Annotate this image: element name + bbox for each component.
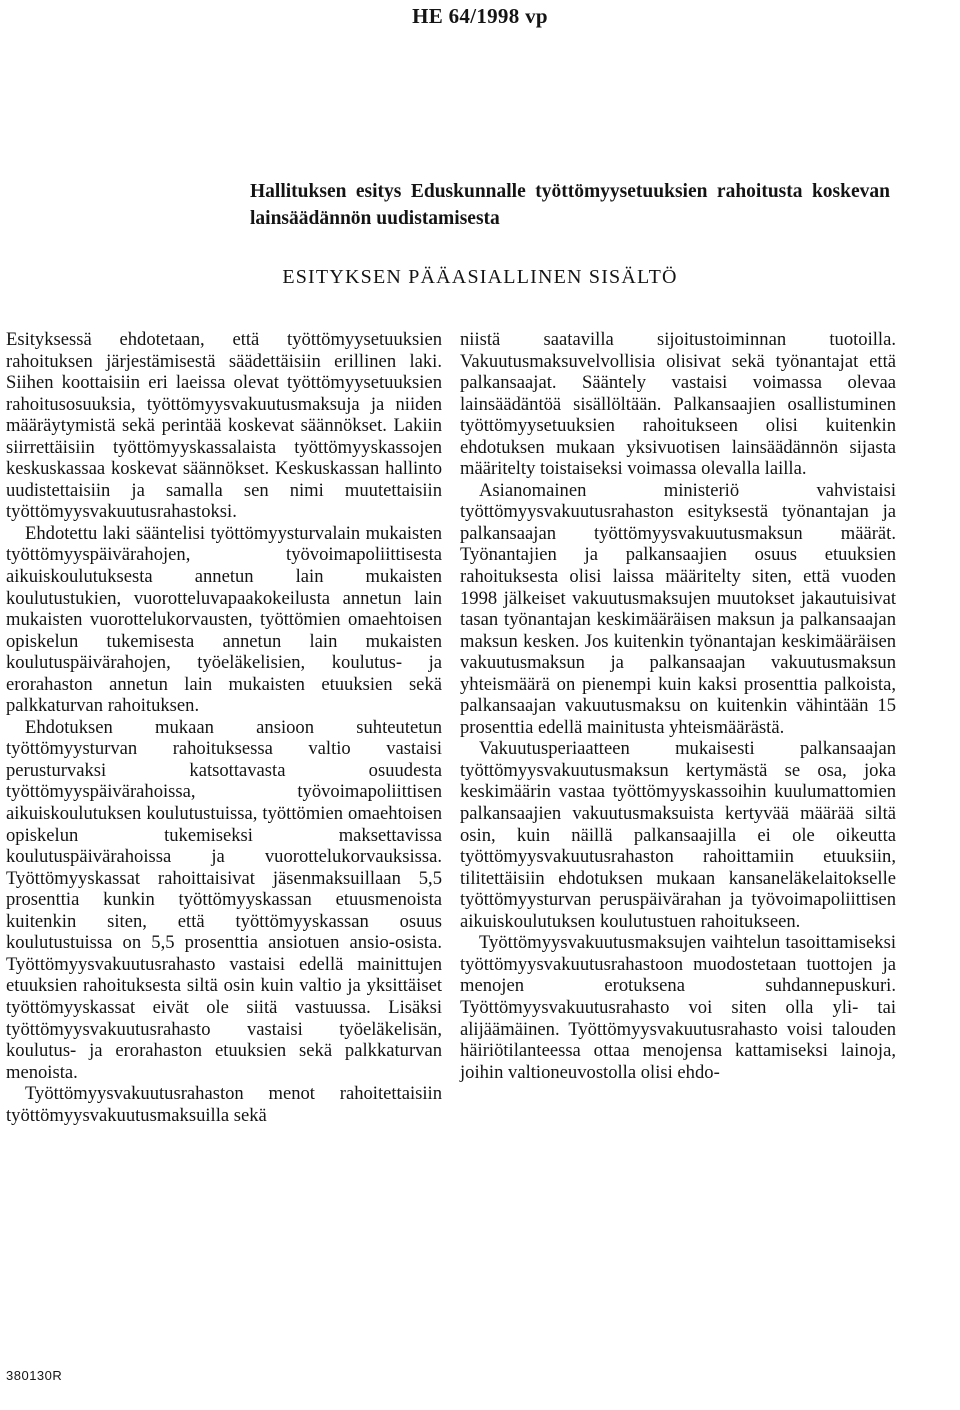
paragraph: Ehdotettu laki sääntelisi työttömyysturvalain mukaisten työttömyyspäivärahojen, työvoimapoliittisesta aikuiskoulutuksesta annetun lain mukaisten koulutustukien, vuorotteluvapaakokeilusta annetun lain mukaisten vuorottelukorvausten, työttömien omaehtoisen opiskelun tukemisesta annetun lain mukaisten koulutuspäivärahojen, työeläkelisien, koulutus- ja erorahaston annetun lain mukaisten etuuksien sekä palkkaturvan rahoituksen. [6, 522, 442, 717]
paragraph: niistä saatavilla sijoitustoiminnan tuotoilla. Vakuutusmaksuvelvollisia olisivat sekä työnantajat että palkansaajat. Sääntely vastaisi voimassa olevaa lainsäädäntöä sisällöltään. Palkansaajien osallistuminen työttömyysetuuksien rahoitukseen olisi kuitenkin ehdotuksen mukaan yksivuotisen lainsäädännön sijasta määritelty toistaiseksi voimassa olevalla lailla. [460, 329, 896, 480]
paragraph: Työttömyysvakuutusrahaston menot rahoitettaisiin työttömyysvakuutusmaksuilla sekä [6, 1083, 442, 1126]
paragraph: Työttömyysvakuutusmaksujen vaihtelun tasoittamiseksi työttömyysvakuutusrahastoon muodostetaan tuottojen ja menojen erotuksena suhdannepuskuri. Työttömyysvakuutusrahasto voi siten olla yli- tai alijäämäinen. Työttömyysvakuutusrahasto voisi talouden häiriötilanteessa ottaa menojensa kattamiseksi lainoja, joihin valtioneuvostolla olisi ehdo- [460, 932, 896, 1083]
paragraph: Vakuutusperiaatteen mukaisesti palkansaajan työttömyysvakuutusmaksun kertymästä se osa, joka keskimäärin vastaa työttömyyskassoihin kuulumattomien palkansaajien vakuutusmaksuista kertyvää määrää siltä osin, kuin näillä palkansaajilla ei ole oikeutta työttömyysvakuutusrahaston rahoittamiin etuuksiin, tilitettäisiin ehdotuksen mukaan kansaneläkelaitokselle työttömyysturvan peruspäivärahan ja työvoimapoliittisen aikuiskoulutuksen koulutustuen rahoitukseen. [460, 738, 896, 932]
page-header: HE 64/1998 vp [412, 4, 548, 28]
paragraph: Asianomainen ministeriö vahvistaisi työttömyysvakuutusrahaston esityksestä työnantajan ja palkansaajan työttömyysvakuutusmaksun määrät. Työnantajien ja palkansaajien osuus etuuksien rahoituksesta olisi laissa määritelty siten, että vuoden 1998 jälkeiset vakuutusmaksujen muutokset jakautuisivat tasan työnantajan keskimääräisen maksun ja palkansaajan maksun kesken. Jos kuitenkin työnantajan keskimääräisen vakuutusmaksun ja palkansaajan vakuutusmaksun yhteismäärä on pienempi kuin kaksi prosenttia palkoista, palkansaajan vakuutusmaksu on kuitenkin vähintään 15 prosenttia edellä mainitusta yhteismäärästä. [460, 479, 896, 738]
paragraph: Esityksessä ehdotetaan, että työttömyysetuuksien rahoituksen järjestämisestä säädettäisiin erillinen laki. Siihen koottaisiin eri laeissa olevat työttömyysetuuksien rahoitusosuuksia, työttömyysvakuutusmaksuja ja niiden määräytymistä sekä perintää koskevat säännökset. Lakiin siirrettäisiin työttömyyskassalaista työttömyyskassojen keskuskassaa koskevat säännökset. Keskuskassan hallinto uudistettaisiin ja samalla sen nimi muutettaisiin työttömyysvakuutusrahastoksi. [6, 329, 442, 523]
right-column [460, 329, 896, 1083]
paragraph: Ehdotuksen mukaan ansioon suhteutetun työttömyysturvan rahoituksessa valtio vastaisi perusturvaksi katsottavasta osuudesta työttömyyspäivärahoissa, työvoimapoliittisen aikuiskoulutuksen koulutustuissa, työttömien omaehtoisen opiskelun tukemiseksi maksettavissa koulutuspäivärahoissa ja vuorottelukorvauksissa. Työttömyyskassat rahoittaisivat jäsenmaksuillaan 5,5 prosenttia kunkin työttömyyskassan etuusmenoista kuitenkin siten, että työttömyyskassan osuus koulutustuissa on 5,5 prosenttia ansiotuen ansio-osista. Työttömyysvakuutusrahasto vastaisi edellä mainittujen etuuksien rahoituksesta siltä osin kuin valtio ja yksittäiset työttömyyskassat eivät ole siitä vastuussa. Lisäksi työttömyysvakuutusrahasto vastaisi työeläkelisän, koulutus- ja erorahaston etuuksien sekä palkkaturvan menoista. [6, 716, 442, 1083]
document-title: Hallituksen esitys Eduskunnalle työttömyysetuuksien rahoitusta koskevan lainsäädännön uudistamisesta [250, 181, 890, 229]
document-code: 380130R [6, 1368, 63, 1383]
left-column [6, 329, 442, 1126]
section-heading: ESITYKSEN PÄÄASIALLINEN SISÄLTÖ [282, 266, 678, 288]
